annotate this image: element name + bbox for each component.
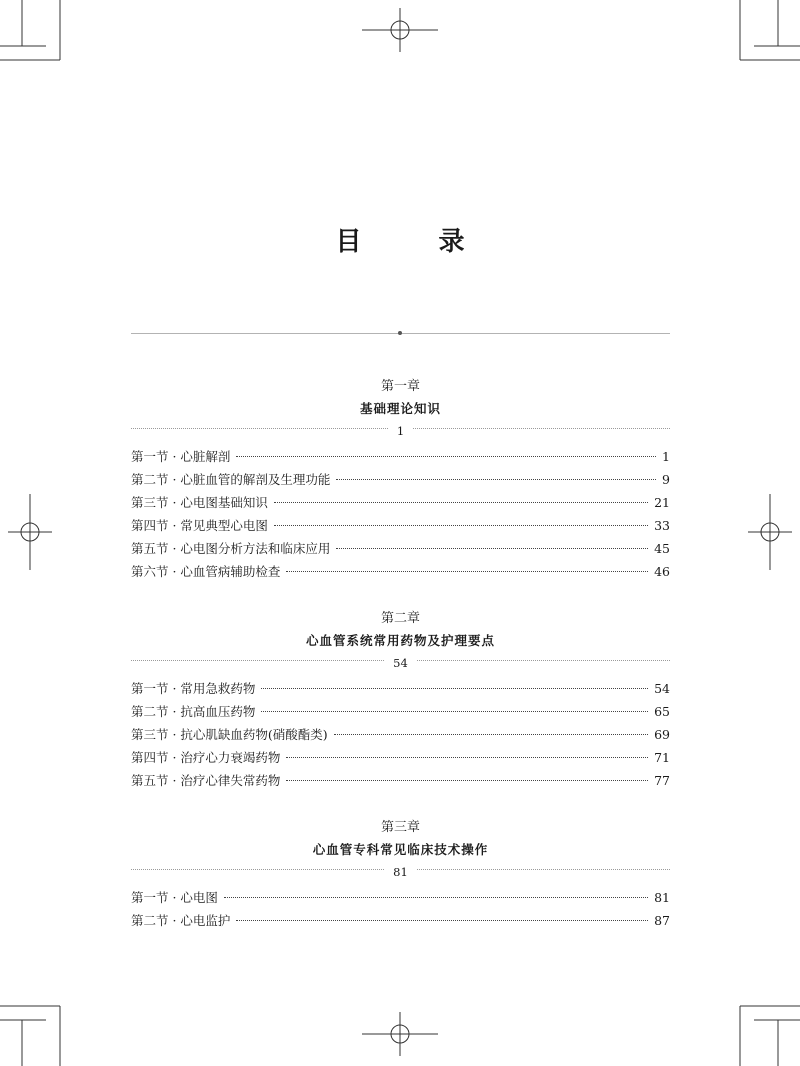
toc-entry[interactable] [131,677,670,700]
dot-leader [274,502,648,503]
section-page: 45 [654,541,670,556]
section-list [131,445,670,583]
section-title: 第四节 · 治疗心力衰竭药物 [131,750,281,765]
toc-entry[interactable] [131,723,670,746]
section-page: 81 [654,890,670,905]
section-page: 54 [654,681,670,696]
toc-entry[interactable] [131,468,670,491]
section-page: 21 [654,495,670,510]
toc-entry[interactable] [131,700,670,723]
chapter-title: 基础理论知识 [359,401,441,416]
section-page: 71 [654,750,670,765]
section-list [131,677,670,792]
chapter-page-number: 1 [389,424,412,438]
chapter-page [131,652,670,670]
section-title: 第五节 · 心电图分析方法和临床应用 [131,541,331,556]
registration-mark-top [362,8,438,52]
dot-leader [286,757,648,758]
dot-leader [286,571,648,572]
section-title: 第一节 · 常用急救药物 [131,681,256,696]
section-title: 第二节 · 心电监护 [131,913,231,928]
section-page: 1 [662,449,670,464]
dot-leader [336,548,648,549]
dot-leader [334,734,648,735]
chapter-page [131,420,670,438]
dot-leader [336,479,656,480]
registration-mark-bottom [362,1012,438,1056]
section-page: 77 [654,773,670,788]
chapter-2 [131,610,670,792]
section-title: 第一节 · 心电图 [131,890,218,905]
chapter-page [131,861,670,879]
dot-leader [236,920,648,921]
chapter-page-number: 54 [385,656,416,670]
toc-entry[interactable] [131,746,670,769]
chapter-label: 第二章 [380,611,420,626]
toc-entry[interactable] [131,445,670,468]
section-title: 第三节 · 抗心肌缺血药物(硝酸酯类) [131,727,328,742]
page-title: 目 录 [335,227,499,257]
section-title: 第三节 · 心电图基础知识 [131,495,268,510]
chapter-title: 心血管专科常见临床技术操作 [312,842,489,857]
registration-mark-right [748,494,792,570]
dot-leader [236,456,656,457]
dot-leader [224,897,648,898]
toc-entry[interactable] [131,886,670,909]
toc-entry[interactable] [131,560,670,583]
chapter-1 [131,378,670,583]
section-title: 第二节 · 心脏血管的解剖及生理功能 [131,472,331,487]
dot-leader [286,780,648,781]
toc-entry[interactable] [131,909,670,932]
section-list [131,886,670,932]
toc-entry[interactable] [131,537,670,560]
dot-leader [274,525,648,526]
section-page: 87 [654,913,670,928]
toc-entry[interactable] [131,514,670,537]
registration-mark-left [8,494,52,570]
section-title: 第四节 · 常见典型心电图 [131,518,268,533]
divider-ornament [398,331,402,335]
section-title: 第五节 · 治疗心律失常药物 [131,773,281,788]
chapter-label: 第一章 [380,379,420,394]
chapter-title: 心血管系统常用药物及护理要点 [305,633,495,648]
section-title: 第六节 · 心血管病辅助检查 [131,564,281,579]
section-page: 69 [654,727,670,742]
chapter-page-number: 81 [385,865,416,879]
toc-entry[interactable] [131,491,670,514]
chapter-3 [131,819,670,932]
section-title: 第二节 · 抗高血压药物 [131,704,256,719]
dot-leader [261,688,648,689]
section-page: 33 [654,518,670,533]
section-page: 46 [654,564,670,579]
toc-entry[interactable] [131,769,670,792]
chapter-label: 第三章 [380,820,420,835]
dot-leader [261,711,648,712]
section-page: 65 [654,704,670,719]
section-title: 第一节 · 心脏解剖 [131,449,231,464]
section-page: 9 [662,472,670,487]
